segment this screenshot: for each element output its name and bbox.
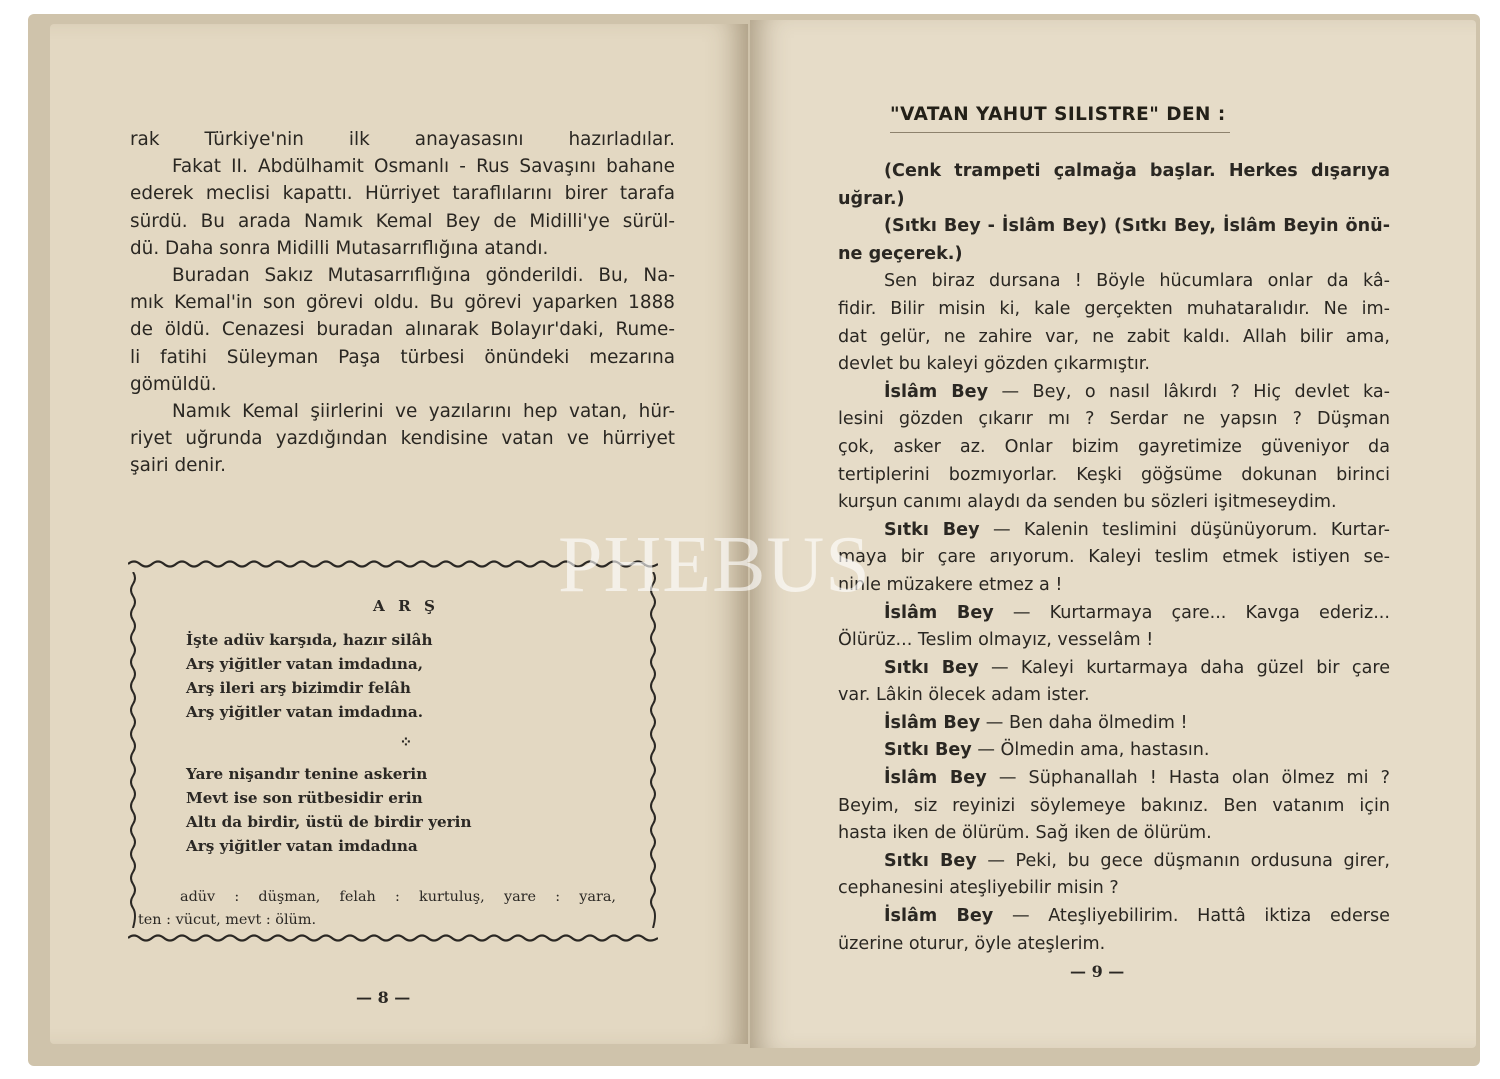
prose-line: li fatihi Süleyman Paşa türbesi önündeki mezarına	[130, 346, 675, 368]
left-prose	[130, 126, 675, 480]
stanza-separator: ⁘	[399, 733, 413, 751]
prose-line: de öldü. Cenazesi buradan alınarak Bolayır'daki, Rume-	[130, 319, 675, 341]
prose-line: riyet uğrunda yazdığından kendisine vatan ve hürriyet	[130, 428, 675, 450]
poem-line: İşte adüv karşıda, hazır silâh	[186, 631, 433, 649]
poem-line: Altı da birdir, üstü de birdir yerin	[186, 813, 472, 831]
prose-line: gömüldü.	[130, 373, 217, 395]
prose-line: şairi denir.	[130, 455, 226, 477]
watermark: PHEBUS	[558, 521, 871, 609]
stage-direction: uğrar.)	[838, 188, 905, 209]
dialogue-line	[838, 903, 1390, 931]
dialogue-line: Sen biraz dursana ! Böyle hücumlara onlar da kâ-	[884, 271, 1390, 292]
poem-title: A R Ş	[373, 597, 439, 615]
speaker-islam-bey: İslâm Bey	[884, 381, 989, 402]
dialogue-text: — Kaleyi kurtarmaya daha güzel bir çare	[990, 657, 1391, 678]
dialogue-line: çok, asker az. Onlar bizim gayretimize güveniyor da	[838, 436, 1390, 457]
dialogue-text: — Kurtarmaya çare... Kavga ederiz...	[1012, 602, 1390, 623]
dialogue-line: devlet bu kaleyi gözden çıkarmıştır.	[838, 354, 1151, 375]
dialogue-line: ninle müzakere etmez a !	[838, 574, 1063, 595]
dialogue-line	[838, 517, 1390, 545]
dialogue-line: lesini gözden çıkarır mı ? Serdar ne yapsın ? Düşman	[838, 409, 1390, 430]
dialogue-line	[838, 655, 1390, 683]
prose-line: dü. Daha sonra Midilli Mutasarrıflığına atandı.	[130, 237, 549, 259]
dialogue-line: kurşun canımı alaydı da senden bu sözleri işitmeseydim.	[838, 492, 1337, 513]
dialogue-text: — Ateşliyebilirim. Hattâ iktiza ederse	[1011, 906, 1390, 927]
speaker-sitki-bey: Sıtkı Bey	[884, 850, 977, 871]
page-number-right: — 9 —	[1070, 962, 1125, 981]
stage-direction: ne geçerek.)	[838, 243, 963, 264]
dialogue-line	[838, 379, 1390, 407]
dialogue-line: maya bir çare arıyorum. Kaleyi teslim etmek istiyen se-	[838, 547, 1390, 568]
dialogue-text: — Ölmedin ama, hastasın.	[977, 740, 1210, 761]
speaker-islam-bey: İslâm Bey	[884, 906, 994, 927]
dialogue-line: var. Lâkin ölecek adam ister.	[838, 685, 1090, 706]
dialogue-text: — Ben daha ölmedim !	[985, 712, 1188, 733]
prose-line: rak Türkiye'nin ilk anayasasını hazırladılar.	[130, 129, 675, 150]
dialogue-line: üzerine oturur, öyle ateşlerim.	[838, 933, 1106, 954]
speaker-islam-bey: İslâm Bey	[884, 768, 987, 789]
dialogue-line: Beyim, siz reyinizi söylemeye bakınız. Ben vatanım için	[838, 795, 1390, 816]
speaker-islam-bey: İslâm Bey	[884, 602, 994, 623]
speaker-sitki-bey: Sıtkı Bey	[884, 657, 979, 678]
dialogue-line: dat gelür, ne zahire var, ne zabit kaldı. Allah bilir ama,	[838, 326, 1390, 347]
prose-line: mık Kemal'in son görevi oldu. Bu görevi yaparken 1888	[130, 292, 675, 314]
wavy-border-bottom	[128, 932, 658, 944]
poem-frame	[128, 558, 658, 944]
dialogue-line	[838, 765, 1390, 793]
poem-glossary	[138, 886, 616, 932]
stage-direction: (Sıtkı Bey - İslâm Bey) (Sıtkı Bey, İslâm Beyin önü-	[884, 216, 1390, 237]
poem-line: Yare nişandır tenine askerin	[186, 765, 428, 783]
poem-line: Arş yiğitler vatan imdadına.	[186, 703, 424, 721]
page-number-left: — 8 —	[356, 988, 411, 1007]
wavy-border-right	[648, 572, 658, 928]
dialogue-line	[838, 737, 1390, 765]
poem-line: Arş ileri arş bizimdir felâh	[186, 679, 411, 697]
play-excerpt	[838, 158, 1390, 958]
wavy-border-left	[128, 572, 138, 928]
dialogue-line	[838, 710, 1390, 738]
dialogue-line: cephanesini ateşliyebilir misin ?	[838, 878, 1119, 899]
dialogue-line: fidir. Bilir misin ki, kale gerçekten muhataralıdır. Ne im-	[838, 298, 1390, 319]
poem-line: Mevt ise son rütbesidir erin	[186, 789, 423, 807]
speaker-islam-bey: İslâm Bey	[884, 712, 981, 733]
prose-line: sürdü. Bu arada Namık Kemal Bey de Midilli'ye sürül-	[130, 210, 675, 232]
dialogue-text: — Kalenin teslimini düşünüyorum. Kurtar-	[992, 519, 1391, 540]
prose-line: Fakat II. Abdülhamit Osmanlı - Rus Savaşını bahane	[172, 156, 675, 178]
poem-line: Arş yiğitler vatan imdadına,	[186, 655, 424, 673]
section-heading: "VATAN YAHUT SILISTRE" DEN :	[890, 104, 1226, 125]
poem	[186, 594, 626, 858]
heading-underline	[890, 132, 1230, 133]
dialogue-line: Ölürüz... Teslim olmayız, vesselâm !	[838, 630, 1154, 651]
dialogue-line	[838, 600, 1390, 628]
dialogue-text: — Süphanallah ! Hasta olan ölmez mi ?	[998, 768, 1390, 789]
dialogue-text: — Peki, bu gece düşmanın ordusuna girer,	[987, 850, 1391, 871]
dialogue-line: hasta iken de ölürüm. Sağ iken de ölürüm.	[838, 823, 1212, 844]
glossary-line: adüv : düşman, felah : kurtuluş, yare : yara,	[180, 889, 616, 905]
stage-direction: (Cenk trampeti çalmağa başlar. Herkes dışarıya	[884, 161, 1390, 181]
speaker-sitki-bey: Sıtkı Bey	[884, 740, 972, 761]
dialogue-line: tertiplerini bozmıyorlar. Keşki göğsüme dokunan birinci	[838, 464, 1390, 485]
glossary-line: ten : vücut, mevt : ölüm.	[138, 912, 317, 928]
speaker-sitki-bey: Sıtkı Bey	[884, 519, 980, 540]
prose-line: ederek meclisi kapattı. Hürriyet taraflılarını birer tarafa	[130, 183, 675, 205]
prose-line: Buradan Sakız Mutasarrıflığına gönderildi. Bu, Na-	[172, 265, 675, 287]
dialogue-text: — Bey, o nasıl lâkırdı ? Hiç devlet ka-	[1001, 381, 1390, 402]
dialogue-line	[838, 848, 1390, 876]
prose-line: Namık Kemal şiirlerini ve yazılarını hep vatan, hür-	[172, 401, 675, 423]
poem-line: Arş yiğitler vatan imdadına	[186, 837, 418, 855]
